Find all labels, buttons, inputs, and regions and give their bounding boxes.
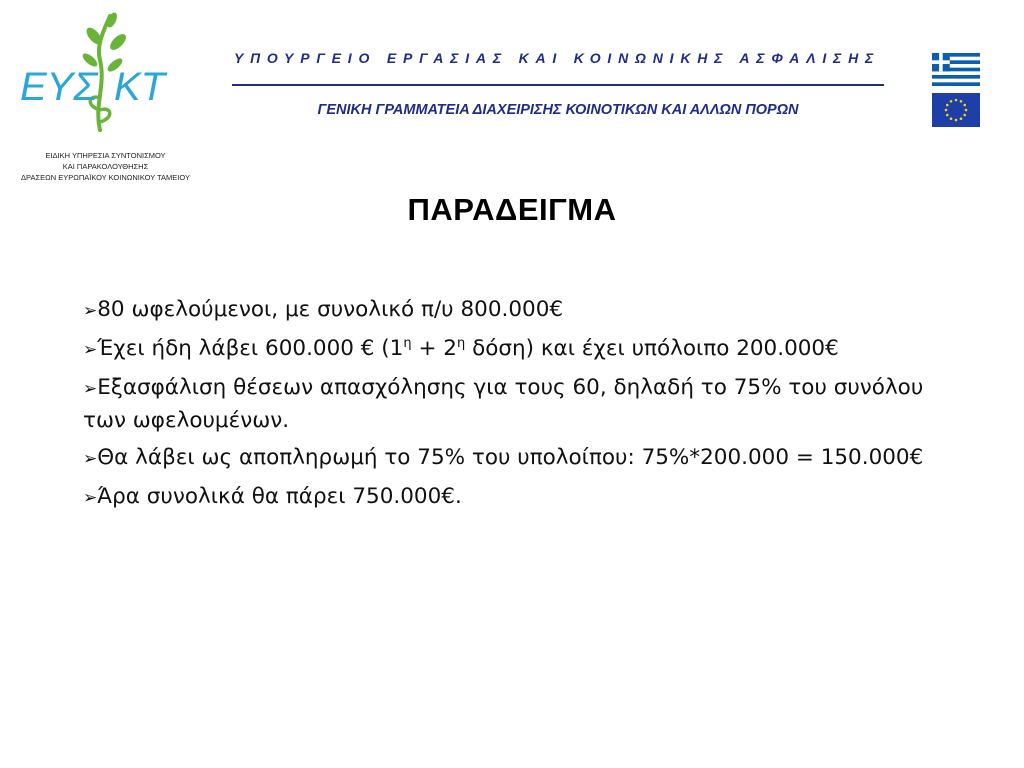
logo-caption-line: ΕΙΔΙΚΗ ΥΠΗΡΕΣΙΑ ΣΥΝΤΟΝΙΣΜΟΥ	[45, 151, 166, 160]
list-item	[83, 481, 963, 514]
secretariat-title: ΓΕΝΙΚΗ ΓΡΑΜΜΑΤΕΙΑ ΔΙΑΧΕΙΡΙΣΗΣ ΚΟΙΝΟΤΙΚΩΝ ΚΑΙ ΑΛΛΩΝ ΠΟΡΩΝ	[317, 102, 799, 118]
arrow-bullet-icon: ➢	[83, 379, 98, 399]
bullet-text: Θα λάβει ως αποπληρωμή το 75% του υπολοίπου: 75%*200.000 = 150.000€	[97, 445, 924, 470]
superscript: η	[403, 335, 412, 351]
bullet-list	[83, 294, 963, 520]
ministry-title: ΥΠΟΥΡΓΕΙΟ ΕΡΓΑΣΙΑΣ ΚΑΙ ΚΟΙΝΩΝΙΚΗΣ ΑΣΦΑΛΙΣΗΣ	[233, 50, 881, 66]
page-title: ΠΑΡΑΔΕΙΓΜΑ	[407, 192, 617, 227]
svg-text:ΚΤ: ΚΤ	[114, 65, 166, 109]
eu-flag-icon	[932, 93, 980, 127]
greek-flag-icon	[932, 53, 980, 86]
arrow-bullet-icon: ➢	[83, 340, 98, 360]
list-item	[83, 333, 963, 366]
logo-caption	[18, 150, 193, 183]
logo-caption-line: ΔΡΑΣΕΩΝ ΕΥΡΩΠΑΪΚΟΥ ΚΟΙΝΩΝΙΚΟΥ ΤΑΜΕΙΟΥ	[21, 173, 190, 182]
logo-caption-line: ΚΑΙ ΠΑΡΑΚΟΛΟΥΘΗΣΗΣ	[62, 162, 149, 171]
arrow-bullet-icon: ➢	[83, 449, 98, 469]
list-item	[83, 372, 963, 436]
list-item	[83, 442, 963, 475]
header-divider	[232, 84, 884, 86]
svg-text:ΕΥΣ: ΕΥΣ	[20, 65, 98, 109]
bullet-text: + 2	[411, 336, 457, 361]
bullet-text: 80 ωφελούμενοι, με συνολικό π/υ 800.000€	[97, 297, 564, 322]
arrow-bullet-icon: ➢	[83, 301, 98, 321]
eysekt-logo-graphic	[14, 10, 184, 145]
superscript: η	[456, 335, 466, 351]
bullet-text: Εξασφάλιση θέσεων απασχόλησης για τους 60, δηλαδή το 75% του συνόλου των ωφελουμένων.	[83, 375, 924, 433]
bullet-text: Άρα συνολικά θα πάρει 750.000€.	[97, 484, 462, 509]
arrow-bullet-icon: ➢	[83, 488, 98, 508]
bullet-text: δόση) και έχει υπόλοιπο 200.000€	[465, 336, 839, 361]
eysekt-logo	[14, 10, 190, 182]
list-item	[83, 294, 963, 327]
bullet-text: Έχει ήδη λάβει 600.000 € (1	[97, 336, 404, 361]
